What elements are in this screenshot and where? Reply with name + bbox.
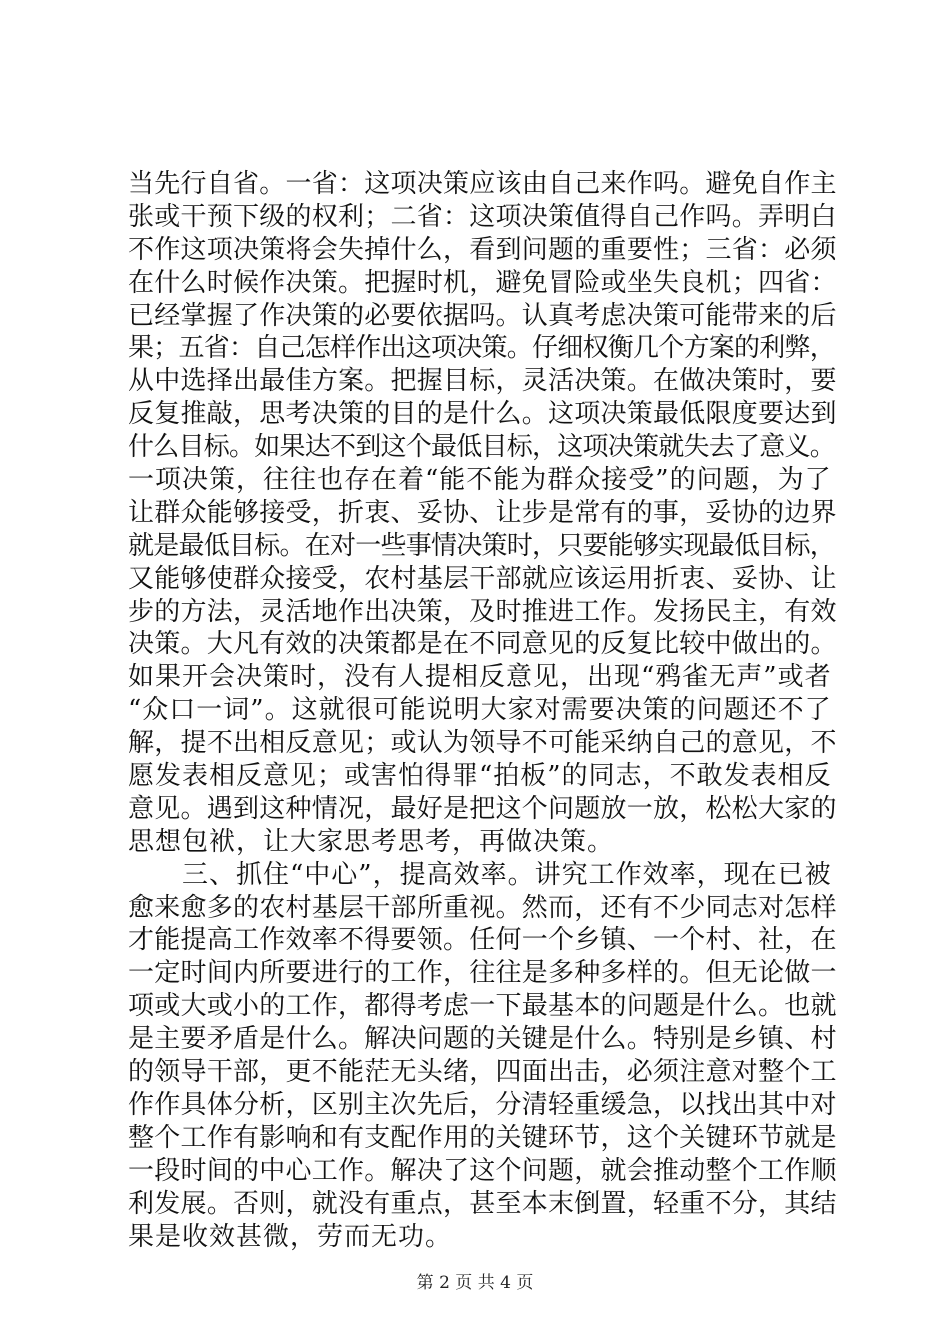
text-line: 步的方法，灵活地作出决策，及时推进工作。发扬民主，有效 <box>128 596 837 627</box>
text-line: 又能够使群众接受，农村基层干部就应该运用折衷、妥协、让 <box>128 563 837 594</box>
text-line: 的领导干部，更不能茫无头绪，四面出击，必须注意对整个工 <box>128 1057 837 1088</box>
text-line: 利发展。否则，就没有重点，甚至本末倒置，轻重不分，其结 <box>128 1188 837 1219</box>
text-line: 三、抓住“中心”，提高效率。讲究工作效率，现在已被 <box>128 859 832 890</box>
text-line: 在什么时候作决策。把握时机，避免冒险或坐失良机；四省： <box>128 267 837 298</box>
text-line: 意见。遇到这种情况，最好是把这个问题放一放，松松大家的 <box>128 793 837 824</box>
text-line: 解，提不出相反意见；或认为领导不可能采纳自己的意见，不 <box>128 728 837 759</box>
text-line: 决策。大凡有效的决策都是在不同意见的反复比较中做出的。 <box>128 629 837 660</box>
text-line: 作作具体分析，区别主次先后，分清轻重缓急，以找出其中对 <box>128 1089 837 1120</box>
text-line: 什么目标。如果达不到这个最低目标，这项决策就失去了意义。 <box>128 432 836 463</box>
text-line: 让群众能够接受，折衷、妥协、让步是常有的事，妥协的边界 <box>128 497 837 528</box>
text-line: 愿发表相反意见；或害怕得罪“拍板”的同志，不敢发表相反 <box>128 761 832 792</box>
text-line: “众口一词”。这就很可能说明大家对需要决策的问题还不了 <box>128 695 832 726</box>
text-line: 一段时间的中心工作。解决了这个问题，就会推动整个工作顺 <box>128 1155 837 1186</box>
text-line: 整个工作有影响和有支配作用的关键环节，这个关键环节就是 <box>128 1122 837 1153</box>
text-line: 果；五省：自己怎样作出这项决策。仔细权衡几个方案的利弊， <box>128 333 836 364</box>
text-line: 如果开会决策时，没有人提相反意见，出现“鸦雀无声”或者 <box>128 662 832 693</box>
text-line: 就是最低目标。在对一些事情决策时，只要能够实现最低目标， <box>128 530 836 561</box>
page-footer: 第 2 页 共 4 页 <box>416 1273 534 1293</box>
text-line: 才能提高工作效率不得要领。任何一个乡镇、一个村、社，在 <box>128 925 837 956</box>
text-line: 反复推敲，思考决策的目的是什么。这项决策最低限度要达到 <box>128 399 837 430</box>
text-line: 项或大或小的工作，都得考虑一下最基本的问题是什么。也就 <box>128 991 837 1022</box>
text-line: 思想包袱，让大家思考思考，再做决策。 <box>128 826 615 857</box>
text-line: 不作这项决策将会失掉什么，看到问题的重要性；三省：必须 <box>128 234 837 265</box>
text-line: 一项决策，往往也存在着“能不能为群众接受”的问题，为了 <box>128 465 832 496</box>
text-line: 是主要矛盾是什么。解决问题的关键是什么。特别是乡镇、村 <box>128 1024 837 1055</box>
text-line: 一定时间内所要进行的工作，往往是多种多样的。但无论做一 <box>128 958 837 989</box>
text-line: 果是收效甚微，劳而无功。 <box>128 1221 453 1252</box>
text-line: 张或干预下级的权利；二省：这项决策值得自己作吗。弄明白 <box>128 201 837 232</box>
body-text <box>128 168 840 1253</box>
text-line: 已经掌握了作决策的必要依据吗。认真考虑决策可能带来的后 <box>128 300 837 331</box>
text-line: 当先行自省。一省：这项决策应该由自己来作吗。避免自作主 <box>128 169 837 199</box>
text-line: 从中选择出最佳方案。把握目标，灵活决策。在做决策时，要 <box>128 366 837 397</box>
text-line: 愈来愈多的农村基层干部所重视。然而，还有不少同志对怎样 <box>128 892 837 923</box>
